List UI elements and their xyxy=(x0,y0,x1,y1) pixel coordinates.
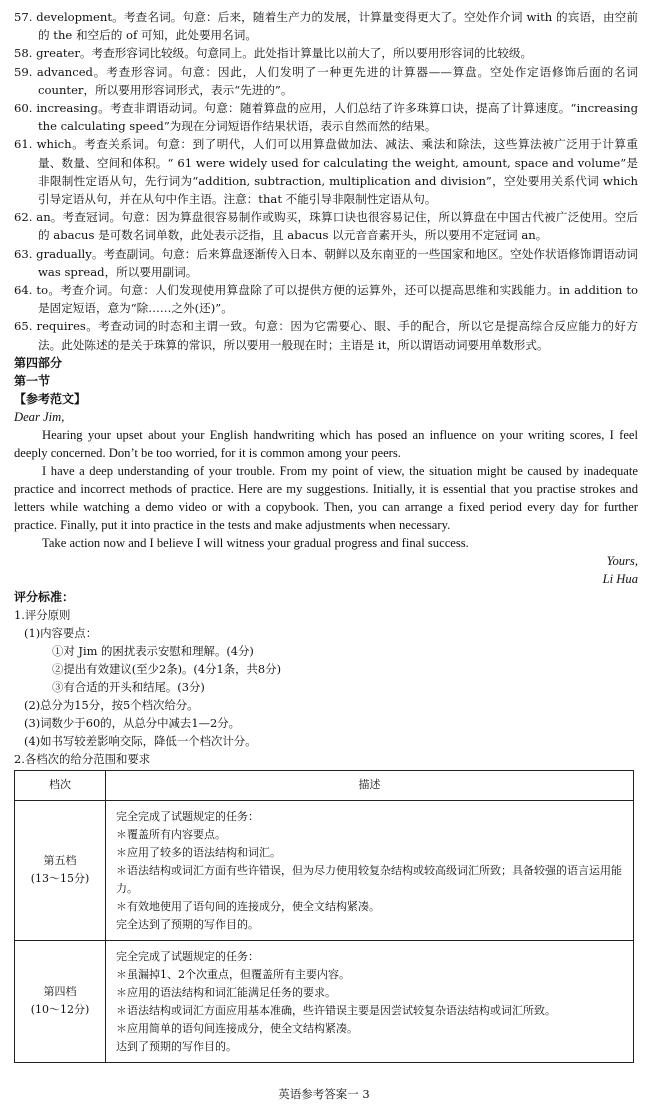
answer-60: 60. increasing。考查非谓语动词。句意：随着算盘的应用，人们总结了许多珠算口诀，提高了计算速度。“increasing the calculating speed”为现在分词短语作结果状语，表示自然而然的结果。 xyxy=(14,101,638,134)
answer-58: 58. greater。考查形容词比较级。句意同上。此处指计算量比以前大了，所以要用形容词的比较级。 xyxy=(14,46,533,61)
answer-page xyxy=(14,8,638,1063)
essay-closing: Yours, xyxy=(606,553,638,568)
section-title: 第一节 xyxy=(14,373,51,388)
content-point-3: ③有合适的开头和结尾。(3分) xyxy=(52,679,205,694)
description-line: ＊虽漏掉1、2个次重点，但覆盖所有主要内容。 xyxy=(116,967,350,981)
description-line: ＊语法结构或词汇方面应用基本准确，些许错误主要是因尝试较复杂语法结构或词汇所致。 xyxy=(116,1003,556,1017)
page-footer: 英语参考答案一 3 xyxy=(278,1087,370,1101)
grade-description-cell xyxy=(106,800,634,940)
answer-63: 63. gradually。考查副词。句意：后来算盘逐渐传入日本、朝鲜以及东南亚的一些国家和地区。空处作状语修饰谓语动词 was spread，所以要用副词。 xyxy=(14,246,638,279)
grade-description-cell xyxy=(106,940,634,1062)
column-header-level: 档次 xyxy=(15,770,106,800)
criteria-title: 评分标准： xyxy=(14,589,75,604)
rule-4: (4)如书写较差影响交际，降低一个档次计分。 xyxy=(24,733,257,748)
grade-table xyxy=(14,770,634,1063)
description-line: ＊应用的语法结构和词汇能满足任务的要求。 xyxy=(116,985,336,999)
part-title: 第四部分 xyxy=(14,355,63,370)
description-line: ＊有效地使用了语句间的连接成分，使全文结构紧凑。 xyxy=(116,899,380,913)
grade-level-cell xyxy=(15,800,106,940)
answer-64: 64. to。考查介词。句意：人们发现使用算盘除了可以提供方便的运算外，还可以提高思维和实践能力。in addition to 是固定短语，意为“除……之外(还)”。 xyxy=(14,283,638,316)
answer-explanations xyxy=(14,8,638,354)
essay-paragraph-3: Take action now and I believe I will witness your gradual progress and final success. xyxy=(42,535,469,550)
criteria-heading-1: 1.评分原则 xyxy=(14,607,71,622)
scoring-criteria xyxy=(14,588,638,768)
grade-level-cell xyxy=(15,940,106,1062)
essay-signature: Li Hua xyxy=(602,571,638,586)
description-line: ＊覆盖所有内容要点。 xyxy=(116,827,226,841)
answer-57: 57. development。考查名词。句意：后来，随着生产力的发展，计算量变得更大了。空处作介词 with 的宾语，由空前的 the 和空后的 of 可知，此处要用名词。 xyxy=(14,10,638,43)
grade-level-range: (13～15分) xyxy=(30,872,90,886)
rule-2: (2)总分为15分，按5个档次给分。 xyxy=(24,697,199,712)
description-line: 完全完成了试题规定的任务： xyxy=(116,949,259,963)
grade-level-range: (10～12分) xyxy=(30,1003,90,1017)
answer-62: 62. an。考查冠词。句意：因为算盘很容易制作或购买，珠算口诀也很容易记住，所以算盘在中国古代被广泛使用。空后的 abacus 是可数名词单数，此处表示泛指，且 abacus 以元音音素开头，所以要用不定冠词 an。 xyxy=(14,210,638,243)
content-point-1: ①对 Jim 的困扰表示安慰和理解。(4分) xyxy=(52,643,254,658)
rule-3: (3)词数少于60的，从总分中减去1—2分。 xyxy=(24,715,240,730)
description-line: 达到了预期的写作目的。 xyxy=(116,1039,237,1053)
essay-paragraph-1: Hearing your upset about your English handwriting which has posed an influence on your writing scores, I feel deeply concerned. Don’t be too worried, for it is common among your peers. xyxy=(14,427,638,460)
answer-59: 59. advanced。考查形容词。句意：因此，人们发明了一种更先进的计算器——算盘。空处作定语修饰后面的名词 counter，所以要用形容词形式，表示“先进的”。 xyxy=(14,64,638,97)
criteria-heading-2: 2.各档次的给分范围和要求 xyxy=(14,751,151,766)
column-header-description: 描述 xyxy=(106,770,634,800)
description-line: 完全完成了试题规定的任务： xyxy=(116,809,259,823)
answer-65: 65. requires。考查动词的时态和主谓一致。句意：因为它需要心、眼、手的配合，所以它是提高综合反应能力的好方法。此处陈述的是关于珠算的常识，所以要用一般现在时；主语是 it，所以谓语动词要用单数形式。 xyxy=(14,319,638,352)
description-line: ＊语法结构或词汇方面有些许错误，但为尽力使用较复杂结构或较高级词汇所致；具备较强的语言运用能力。 xyxy=(116,863,622,895)
reference-label: 【参考范文】 xyxy=(14,391,87,406)
model-essay xyxy=(14,408,638,588)
grade-level-name: 第四档 xyxy=(43,985,77,999)
grade-table-header xyxy=(15,770,634,800)
description-line: ＊应用了较多的语法结构和词汇。 xyxy=(116,845,281,859)
answer-61: 61. which。考查关系词。句意：到了明代，人们可以用算盘做加法、减法、乘法和除法，这些算法被广泛用于计算重量、数量、空间和体积。“ 61 were widely used for calculating the weight, amount, space and volume”是非限制性定语从句，先行词为“addition, subtraction, multiplication and division”，空处要用关系代词 which 引导定语从句，并在从句中作主语。注意：that 不能引导非限制性定语从句。 xyxy=(14,137,638,207)
content-points-label: (1)内容要点： xyxy=(24,625,98,640)
table-row xyxy=(15,800,634,940)
table-row xyxy=(15,940,634,1062)
description-line: ＊应用简单的语句间连接成分，使全文结构紧凑。 xyxy=(116,1021,358,1035)
essay-paragraph-2: I have a deep understanding of your trouble. From my point of view, the situation might be caused by inadequate practice and incorrect methods of practice. Here are my suggestions. Initially, it is essential that you practise strokes and letters while watching a demo video or with a copybook. Then, you can arrange a fixed period every day for further practice. Finally, put it into practice in the tests and make adjustments when necessary. xyxy=(14,463,638,532)
description-line: 完全达到了预期的写作目的。 xyxy=(116,917,259,931)
grade-level-name: 第五档 xyxy=(43,854,77,868)
essay-salutation: Dear Jim, xyxy=(14,409,65,424)
content-point-2: ②提出有效建议(至少2条)。(4分1条，共8分) xyxy=(52,661,282,676)
